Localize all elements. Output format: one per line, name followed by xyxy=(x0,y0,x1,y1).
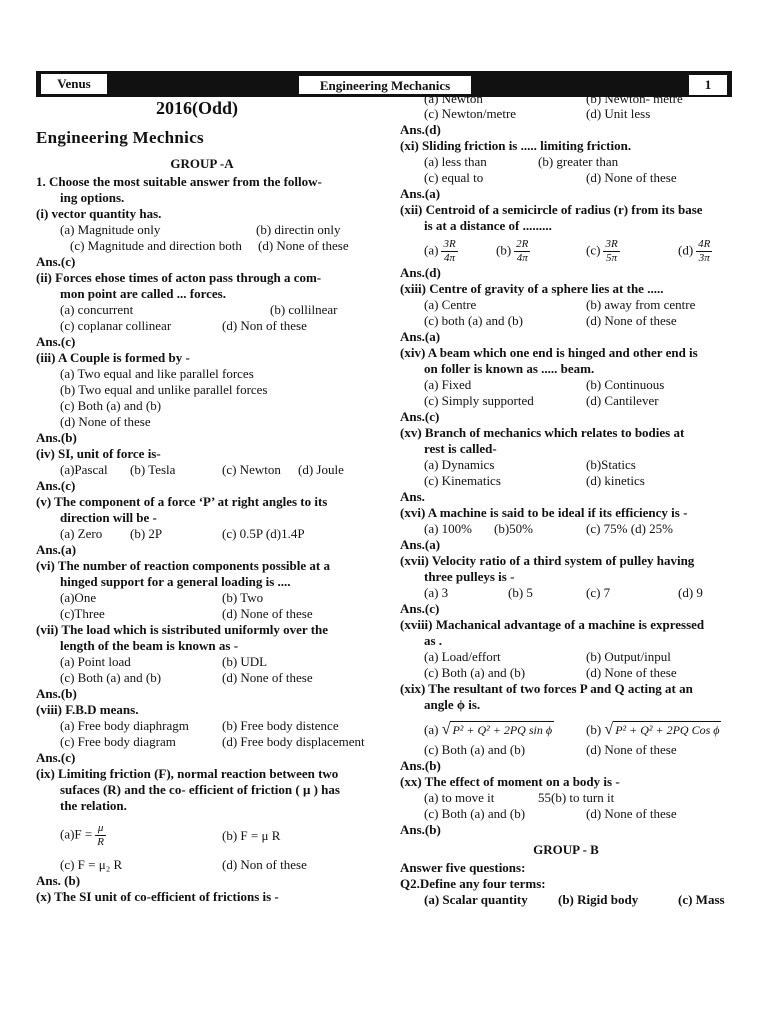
option: (d) None of these xyxy=(222,670,313,685)
options-row xyxy=(400,521,732,537)
denominator: R xyxy=(97,836,104,848)
question-ix: (ix) Limiting friction (F), normal reaction between two xyxy=(36,766,339,781)
group-b-heading: GROUP - B xyxy=(533,842,599,857)
denominator: 5π xyxy=(606,252,618,264)
option: (c) Mass xyxy=(678,892,725,907)
header-title: Engineering Mechanics xyxy=(298,75,472,95)
question-xi: (xi) Sliding friction is ..... limiting friction. xyxy=(400,138,632,153)
options-row xyxy=(36,222,368,238)
option-label: (a) xyxy=(424,722,439,737)
sqrt-symbol: √ xyxy=(441,721,451,738)
option-label: (d) xyxy=(678,242,694,258)
option: (c) Newton/metre xyxy=(424,106,517,121)
option: (c) coplanar collinear xyxy=(60,318,172,333)
question-iii: (iii) A Couple is formed by - xyxy=(36,350,190,365)
answer: Ans.(a) xyxy=(400,186,441,201)
answer: Ans.(c) xyxy=(400,601,440,616)
option: (d) Free body displacement xyxy=(222,734,365,749)
question-xvii: (xvii) Velocity ratio of a third system of pulley having xyxy=(400,553,695,568)
numerator: 2R xyxy=(516,238,529,250)
page-number: 1 xyxy=(688,74,728,96)
options-row xyxy=(400,585,732,601)
option: (c) Simply supported xyxy=(424,393,534,408)
options-row xyxy=(36,822,368,849)
options-row xyxy=(400,313,732,329)
question-xix: (xix) The resultant of two forces P and Q acting at an xyxy=(400,681,693,696)
option xyxy=(496,238,586,265)
question-vii: (vii) The load which is sistributed uniformly over the xyxy=(36,622,329,637)
question-xx: (xx) The effect of moment on a body is - xyxy=(400,774,620,789)
options-row xyxy=(400,790,732,806)
option: (b) UDL xyxy=(222,654,268,669)
answer: Ans.(b) xyxy=(400,758,441,773)
option: (b) Continuous xyxy=(586,377,665,392)
fraction xyxy=(441,238,457,265)
options-row xyxy=(400,297,732,313)
paper-title: Engineering Mechnics xyxy=(36,128,204,147)
answer: Ans.(a) xyxy=(36,542,77,557)
question-xviii-cont: as . xyxy=(424,633,443,648)
options-row xyxy=(400,649,732,665)
question-xiii: (xiii) Centre of gravity of a sphere lies at the ..... xyxy=(400,281,664,296)
question-viii: (viii) F.B.D means. xyxy=(36,702,139,717)
options-row xyxy=(400,170,732,186)
option: (b) F = μ R xyxy=(222,827,281,843)
options-row xyxy=(400,892,732,908)
answer: Ans.(c) xyxy=(36,478,76,493)
question-xvi: (xvi) A machine is said to be ideal if its efficiency is - xyxy=(400,505,688,520)
denominator: 4π xyxy=(516,252,528,264)
answer: Ans.(a) xyxy=(400,329,441,344)
options-row xyxy=(36,718,368,734)
option: (c) Kinematics xyxy=(424,473,501,488)
answer: Ans. xyxy=(400,489,425,504)
denominator: 4π xyxy=(444,252,456,264)
option xyxy=(586,721,721,738)
numerator: 3R xyxy=(605,238,618,250)
options-row xyxy=(400,721,732,738)
option: (a) Zero xyxy=(60,526,103,541)
option: (a) Load/effort xyxy=(424,649,501,664)
option xyxy=(424,238,496,265)
options-row xyxy=(36,857,368,873)
option: (c) Both (a) and (b) xyxy=(424,806,526,821)
option: (b)Statics xyxy=(586,457,636,472)
option: (c) Both (a) and (b) xyxy=(60,670,162,685)
exam-year: 2016(Odd) xyxy=(156,98,239,118)
option: (b) Output/inpul xyxy=(586,649,671,664)
option: (a) Magnitude only xyxy=(60,222,161,237)
option: (d) Joule xyxy=(298,462,344,477)
options-row xyxy=(36,590,368,606)
options-row xyxy=(36,606,368,622)
question-i: (i) vector quantity has. xyxy=(36,206,162,221)
options-row xyxy=(400,665,732,681)
numerator: 3R xyxy=(443,238,456,250)
option: (d) 9 xyxy=(678,585,703,600)
option: (d) kinetics xyxy=(586,473,645,488)
option: (c) both (a) and (b) xyxy=(424,313,523,328)
option: (a) less than xyxy=(424,154,487,169)
option: (b) away from centre xyxy=(586,297,696,312)
options-row xyxy=(36,302,368,318)
fraction xyxy=(514,238,530,265)
option: (a) Dynamics xyxy=(424,457,495,472)
options-row xyxy=(400,473,732,489)
option: (d) Non of these xyxy=(222,857,307,872)
option: (b) 5 xyxy=(508,585,533,600)
option: (d) Non of these xyxy=(222,318,307,333)
numerator: μ xyxy=(95,822,106,836)
option: (c) 7 xyxy=(586,585,611,600)
fraction xyxy=(95,822,106,849)
answer: Ans. (b) xyxy=(36,873,81,888)
question-2: Q2.Define any four terms: xyxy=(400,876,546,891)
option: (c) Magnitude and direction both xyxy=(70,238,242,253)
option: (b) Two equal and unlike parallel forces xyxy=(60,382,268,397)
question-v-cont: direction will be - xyxy=(60,510,157,525)
option: (d) None of these xyxy=(222,606,313,621)
option: (c)Three xyxy=(60,606,105,621)
option: (d) None of these xyxy=(586,742,677,757)
option: (b) Free body distence xyxy=(222,718,339,733)
answer: Ans.(b) xyxy=(36,430,77,445)
left-column xyxy=(36,96,368,905)
numerator: 4R xyxy=(698,238,711,250)
options-row xyxy=(400,238,732,265)
option: (a) concurrent xyxy=(60,302,134,317)
answer: Ans.(c) xyxy=(400,409,440,424)
option: (d) None of these xyxy=(60,414,151,429)
question-xv-cont: rest is called- xyxy=(424,441,497,456)
option: (c) equal to xyxy=(424,170,484,185)
question-x: (x) The SI unit of co-efficient of frictions is - xyxy=(36,889,279,904)
option: (b) Rigid body xyxy=(558,892,639,907)
question-xii: (xii) Centroid of a semicircle of radius (r) from its base xyxy=(400,202,703,217)
question-xix-cont: angle ϕ is. xyxy=(424,697,481,712)
options-row xyxy=(400,742,732,758)
answer: Ans.(b) xyxy=(36,686,77,701)
option-label: (a) xyxy=(424,242,439,258)
option: (d) None of these xyxy=(586,313,677,328)
answer: Ans.(d) xyxy=(400,122,441,137)
question-ix-cont: the relation. xyxy=(60,798,127,813)
answer: Ans.(c) xyxy=(36,750,76,765)
question-1-cont: ing options. xyxy=(60,190,125,205)
options-row xyxy=(400,393,732,409)
option-label: (c) xyxy=(586,242,601,258)
option: (a) Centre xyxy=(424,297,477,312)
question-iv: (iv) SI, unit of force is- xyxy=(36,446,161,461)
option: (b) Tesla xyxy=(130,462,176,477)
option: (a) Free body diaphragm xyxy=(60,718,189,733)
option: (d) None of these xyxy=(586,170,677,185)
option: (d) None of these xyxy=(258,238,349,253)
question-ix-cont: sufaces (R) and the co- efficient of friction ( μ ) has xyxy=(60,782,340,797)
options-row xyxy=(36,462,368,478)
option xyxy=(586,238,678,265)
question-vii-cont: length of the beam is known as - xyxy=(60,638,239,653)
option: (a) Scalar quantity xyxy=(424,892,528,907)
question-vi: (vi) The number of reaction components possible at a xyxy=(36,558,330,573)
question-ii: (ii) Forces ehose times of acton pass through a com- xyxy=(36,270,322,285)
option: (d) None of these xyxy=(586,665,677,680)
option: (b)50% xyxy=(494,521,533,536)
option: (c) Both (a) and (b) xyxy=(424,665,526,680)
option: (b) directin only xyxy=(256,222,341,237)
option: (a) 3 xyxy=(424,585,449,600)
options-row xyxy=(36,654,368,670)
options-row xyxy=(36,318,368,334)
options-row xyxy=(400,457,732,473)
option: (c) 75% (d) 25% xyxy=(586,521,673,536)
option xyxy=(678,238,715,265)
question-v: (v) The component of a force ‘P’ at right angles to its xyxy=(36,494,328,509)
right-column xyxy=(400,94,732,908)
group-a-heading: GROUP -A xyxy=(170,156,234,171)
question-vi-cont: hinged support for a general loading is .... xyxy=(60,574,291,589)
option: (a)Pascal xyxy=(60,462,108,477)
option: (b) collilnear xyxy=(270,302,338,317)
publisher-label: Venus xyxy=(40,73,108,95)
option: (c) F = μ₂ R xyxy=(60,857,123,872)
option: (a) Fixed xyxy=(424,377,472,392)
options-row xyxy=(400,94,732,106)
option: (b) greater than xyxy=(538,154,619,169)
radicand: P² + Q² + 2PQ Cos ϕ xyxy=(615,723,720,737)
option: (a) Two equal and like parallel forces xyxy=(60,366,254,381)
option xyxy=(60,822,222,849)
question-xvii-cont: three pulleys is - xyxy=(424,569,515,584)
question-ii-cont: mon point are called ... forces. xyxy=(60,286,226,301)
instruction: Answer five questions: xyxy=(400,860,526,875)
option: (c) Newton xyxy=(222,462,281,477)
option: (a) Point load xyxy=(60,654,131,669)
option: (d) None of these xyxy=(586,806,677,821)
option: (b) Two xyxy=(222,590,264,605)
option: (a) 100% xyxy=(424,521,473,536)
option: (a) Newton xyxy=(424,94,483,106)
options-row xyxy=(400,377,732,393)
fraction xyxy=(603,238,619,265)
option: (d) Unit less xyxy=(586,106,651,121)
option: 55(b) to turn it xyxy=(538,790,615,805)
option-label: (b) xyxy=(496,242,512,258)
option-label: (b) xyxy=(586,722,602,737)
options-row xyxy=(36,734,368,750)
option-label: (a)F = xyxy=(60,826,93,842)
options-row xyxy=(400,154,732,170)
option: (b) 2P xyxy=(130,526,163,541)
option: (c) Free body diagram xyxy=(60,734,176,749)
sqrt-symbol: √ xyxy=(604,721,614,738)
answer: Ans.(c) xyxy=(36,254,76,269)
option: (b) Newton- metre xyxy=(586,94,683,106)
options-row xyxy=(36,526,368,542)
answer: Ans.(c) xyxy=(36,334,76,349)
question-xiv-cont: on foller is known as ..... beam. xyxy=(424,361,595,376)
option: (c) Both (a) and (b) xyxy=(60,398,162,413)
options-row xyxy=(400,806,732,822)
options-row xyxy=(400,106,732,122)
question-xiv: (xiv) A beam which one end is hinged and other end is xyxy=(400,345,698,360)
answer: Ans.(d) xyxy=(400,265,441,280)
question-xii-cont: is at a distance of ......... xyxy=(424,218,552,233)
answer: Ans.(a) xyxy=(400,537,441,552)
question-xviii: (xviii) Machanical advantage of a machine is expressed xyxy=(400,617,705,632)
option: (a)One xyxy=(60,590,97,605)
options-row xyxy=(36,238,368,254)
option: (a) to move it xyxy=(424,790,495,805)
options-row xyxy=(36,670,368,686)
option: (c) 0.5P (d)1.4P xyxy=(222,526,305,541)
question-xv: (xv) Branch of mechanics which relates to bodies at xyxy=(400,425,685,440)
option xyxy=(424,721,586,738)
option: (d) Cantilever xyxy=(586,393,659,408)
radicand: P² + Q² + 2PQ sin ϕ xyxy=(452,723,553,737)
fraction xyxy=(696,238,712,265)
option: (c) Both (a) and (b) xyxy=(424,742,526,757)
denominator: 3π xyxy=(698,252,710,264)
answer: Ans.(b) xyxy=(400,822,441,837)
question-1: 1. Choose the most suitable answer from the follow- xyxy=(36,174,322,189)
